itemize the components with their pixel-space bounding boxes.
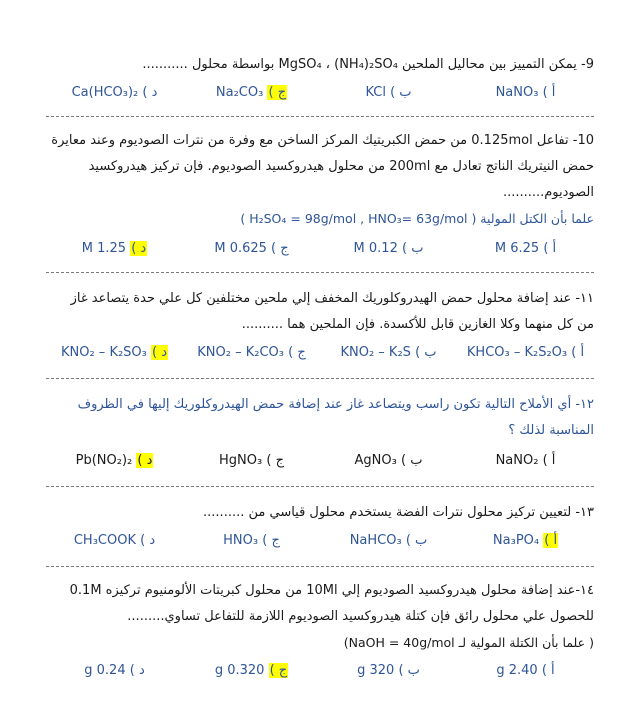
divider (46, 566, 594, 567)
option-b[interactable]: ب ) KNO₂ – K₂S (340, 345, 437, 360)
option-d[interactable]: د ) 1.25 M (81, 241, 147, 256)
question-text: من كل منهما وكلا الغازين قابل للأكسدة. فإن الملحين هما .......... (241, 317, 594, 332)
question-text: ١٢- أي الأملاح التالية تكون راسب ويتصاعد غاز عند إضافة حمض الهيدروكلوريك إليها في الظروف (77, 397, 594, 412)
question-text: ١٣- لتعيين تركيز محلول نترات الفضة يستخدم محلول قياسي من .......... (203, 505, 594, 520)
question-text: 9- يمكن التمييز بين محاليل الملحين MgSO₄ ، (NH₄)₂SO₄ بواسطة محلول ........... (142, 57, 594, 72)
option-b[interactable]: ب ) 0.12 M (353, 241, 424, 256)
question-text: 10- تفاعل 0.125mol من حمض الكبريتيك المركز الساخن مع وفرة من نترات الصوديوم وعند معايرة (51, 133, 594, 148)
answer-highlight: أ ) (544, 533, 558, 548)
option-a[interactable]: أ ) KHCO₃ – K₂S₂O₃ (466, 345, 585, 360)
option-c[interactable]: ج ) KNO₂ – K₂CO₃ (197, 345, 306, 360)
option-c[interactable]: ج ) 0.625 M (214, 241, 289, 256)
divider (46, 486, 594, 487)
divider (46, 116, 594, 117)
question-text: للحصول علي محلول رائق فإن كتلة هيدروكسيد الصوديوم اللازمة للتفاعل تساوي......... (127, 609, 594, 624)
option-a[interactable]: أ ) NaNO₂ (495, 453, 556, 468)
question-text: حمض النيتريك الناتج تعادل مع 200ml من محلول هيدروكسيد الصوديوم. فإن تركيز هيدروكسيد (88, 159, 594, 174)
answer-highlight: د ) (152, 345, 168, 360)
question-13-options (46, 528, 594, 554)
option-a[interactable]: أ ) Na₃PO₄ (492, 533, 558, 548)
question-13 (44, 500, 594, 526)
question-9-options (46, 80, 594, 106)
question-text: المناسبة لذلك ؟ (508, 423, 594, 438)
answer-highlight: د ) (131, 241, 147, 256)
answer-highlight: ج ) (268, 85, 287, 100)
answer-highlight: د ) (137, 453, 153, 468)
option-b[interactable]: ب ) NaHCO₃ (349, 533, 428, 548)
question-9 (44, 52, 594, 78)
option-d[interactable]: د ) CH₃COOK (73, 533, 156, 548)
question-11 (44, 286, 594, 338)
answer-highlight: ج ) (269, 663, 288, 678)
option-b[interactable]: ب ) AgNO₃ (354, 453, 423, 468)
option-c[interactable]: ج ) 0.320 g (214, 663, 288, 678)
question-10 (44, 128, 594, 232)
divider (46, 272, 594, 273)
question-10-options (46, 236, 594, 262)
option-b[interactable]: ب ) KCl (365, 85, 412, 100)
option-a[interactable]: أ ) NaNO₃ (495, 85, 556, 100)
option-a[interactable]: أ ) 6.25 M (494, 241, 557, 256)
question-14 (44, 578, 594, 656)
option-d[interactable]: د ) 0.24 g (84, 663, 145, 678)
option-c[interactable]: ج ) HNO₃ (223, 533, 280, 548)
question-text: الصوديوم.......... (502, 185, 594, 200)
option-d[interactable]: د ) KNO₂ – K₂SO₃ (60, 345, 168, 360)
divider (46, 378, 594, 379)
question-14-options (46, 658, 594, 684)
question-note: علما بأن الكتل المولية ( H₂SO₄ = 98g/mol , HNO₃= 63g/mol ) (240, 211, 594, 226)
question-11-options (46, 340, 594, 366)
option-c[interactable]: ج ) Na₂CO₃ (215, 85, 287, 100)
question-note: ( علما بأن الكتلة المولية لـ NaOH = 40g/mol) (343, 635, 594, 650)
option-a[interactable]: أ ) 2.40 g (496, 663, 555, 678)
option-d[interactable]: د ) Ca(HCO₃)₂ (71, 85, 158, 100)
option-d[interactable]: د ) Pb(NO₂)₂ (75, 453, 153, 468)
question-text: ١٤-عند إضافة محلول هيدروكسيد الصوديوم إلي 10Ml من محلول كبريتات الألومنيوم تركيزه 0.1M (69, 583, 594, 598)
option-c[interactable]: ج ) HgNO₃ (219, 453, 284, 468)
question-text: ١١- عند إضافة محلول حمض الهيدروكلوريك المخفف إلي ملحين مختلفين كل علي حدة يتصاعد غاز (70, 291, 594, 306)
question-12 (44, 392, 594, 444)
question-12-options (46, 448, 594, 474)
option-b[interactable]: ب ) 320 g (357, 663, 420, 678)
